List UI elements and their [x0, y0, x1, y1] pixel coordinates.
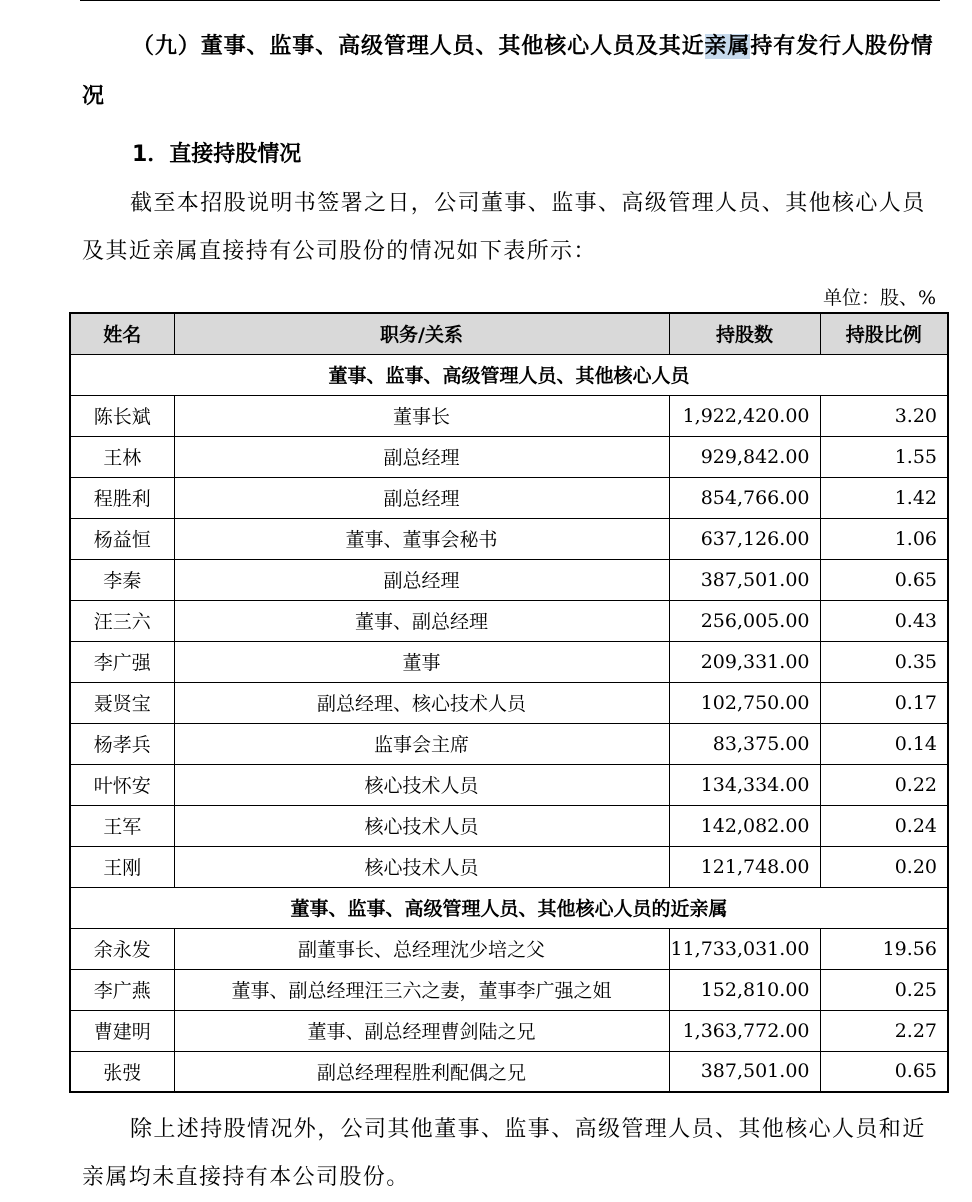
- table-row: [70, 436, 948, 477]
- cell-role: 董事、副总经理曹剑陆之兄: [174, 1010, 669, 1051]
- cell-ratio: 0.14: [820, 723, 948, 764]
- unit-label: 单位：股、%: [822, 287, 936, 309]
- cell-ratio: 1.55: [820, 436, 948, 477]
- cell-name: 王林: [70, 436, 174, 477]
- table-row: [70, 805, 948, 846]
- cell-ratio: 3.20: [820, 395, 948, 436]
- section-row: [70, 887, 948, 928]
- cell-name: 王刚: [70, 846, 174, 887]
- cell-shares: 637,126.00: [669, 518, 820, 559]
- cell-role: 监事会主席: [174, 723, 669, 764]
- cell-shares: 854,766.00: [669, 477, 820, 518]
- cell-role: 董事、董事会秘书: [174, 518, 669, 559]
- cell-ratio: 0.65: [820, 1051, 948, 1092]
- cell-role: 董事、副总经理汪三六之妻，董事李广强之姐: [174, 969, 669, 1010]
- cell-name: 李秦: [70, 559, 174, 600]
- table-row: [70, 846, 948, 887]
- table-row: [70, 477, 948, 518]
- header-ratio: 持股比例: [820, 313, 948, 354]
- cell-role: 副总经理程胜利配偶之兄: [174, 1051, 669, 1092]
- shareholding-table: [69, 312, 949, 1093]
- cell-name: 程胜利: [70, 477, 174, 518]
- cell-ratio: 0.43: [820, 600, 948, 641]
- cell-role: 副董事长、总经理沈少培之父: [174, 928, 669, 969]
- cell-role: 副总经理: [174, 559, 669, 600]
- cell-shares: 11,733,031.00: [669, 928, 820, 969]
- cell-name: 李广强: [70, 641, 174, 682]
- table-row: [70, 641, 948, 682]
- cell-role: 副总经理、核心技术人员: [174, 682, 669, 723]
- table-row: [70, 1010, 948, 1051]
- table-row: [70, 969, 948, 1010]
- cell-role: 副总经理: [174, 436, 669, 477]
- header-role: 职务/关系: [174, 313, 669, 354]
- cell-role: 董事: [174, 641, 669, 682]
- table-row: [70, 682, 948, 723]
- cell-shares: 209,331.00: [669, 641, 820, 682]
- header-shares: 持股数: [669, 313, 820, 354]
- cell-shares: 387,501.00: [669, 559, 820, 600]
- cell-shares: 102,750.00: [669, 682, 820, 723]
- heading-text-end: 持有发行人股份情况: [82, 34, 934, 109]
- cell-ratio: 19.56: [820, 928, 948, 969]
- table-row: [70, 600, 948, 641]
- cell-name: 张弢: [70, 1051, 174, 1092]
- table-row: [70, 1051, 948, 1092]
- section-title: 董事、监事、高级管理人员、其他核心人员: [70, 354, 948, 395]
- subsection-heading: 1．直接持股情况: [132, 142, 302, 167]
- cell-name: 陈长斌: [70, 395, 174, 436]
- cell-ratio: 0.24: [820, 805, 948, 846]
- top-rule: [80, 0, 940, 1]
- table-row: [70, 559, 948, 600]
- cell-name: 余永发: [70, 928, 174, 969]
- cell-name: 曹建明: [70, 1010, 174, 1051]
- cell-shares: 387,501.00: [669, 1051, 820, 1092]
- table-row: [70, 518, 948, 559]
- header-name: 姓名: [70, 313, 174, 354]
- cell-shares: 1,922,420.00: [669, 395, 820, 436]
- cell-ratio: 1.06: [820, 518, 948, 559]
- cell-role: 董事、副总经理: [174, 600, 669, 641]
- cell-ratio: 0.20: [820, 846, 948, 887]
- table-row: [70, 928, 948, 969]
- table-row: [70, 764, 948, 805]
- cell-name: 杨益恒: [70, 518, 174, 559]
- cell-shares: 256,005.00: [669, 600, 820, 641]
- cell-ratio: 2.27: [820, 1010, 948, 1051]
- table-row: [70, 395, 948, 436]
- cell-name: 王军: [70, 805, 174, 846]
- cell-name: 李广燕: [70, 969, 174, 1010]
- cell-ratio: 0.22: [820, 764, 948, 805]
- section-title: 董事、监事、高级管理人员、其他核心人员的近亲属: [70, 887, 948, 928]
- cell-name: 叶怀安: [70, 764, 174, 805]
- cell-role: 核心技术人员: [174, 805, 669, 846]
- cell-shares: 83,375.00: [669, 723, 820, 764]
- cell-name: 杨孝兵: [70, 723, 174, 764]
- closing-paragraph: 除上述持股情况外，公司其他董事、监事、高级管理人员、其他核心人员和近亲属均未直接持有本公司股份。: [82, 1117, 926, 1190]
- table-row: [70, 723, 948, 764]
- heading-text-start: （九）董事、监事、高级管理人员、其他核心人员及其近: [132, 34, 705, 59]
- cell-shares: 121,748.00: [669, 846, 820, 887]
- cell-shares: 929,842.00: [669, 436, 820, 477]
- cell-shares: 1,363,772.00: [669, 1010, 820, 1051]
- cell-ratio: 0.65: [820, 559, 948, 600]
- cell-shares: 152,810.00: [669, 969, 820, 1010]
- cell-ratio: 0.25: [820, 969, 948, 1010]
- cell-role: 副总经理: [174, 477, 669, 518]
- cell-ratio: 1.42: [820, 477, 948, 518]
- cell-role: 董事长: [174, 395, 669, 436]
- heading-highlighted-text: 亲属: [704, 34, 751, 59]
- cell-name: 汪三六: [70, 600, 174, 641]
- table-header-row: [70, 313, 948, 354]
- section-heading: [82, 22, 942, 122]
- cell-ratio: 0.17: [820, 682, 948, 723]
- cell-ratio: 0.35: [820, 641, 948, 682]
- cell-name: 聂贤宝: [70, 682, 174, 723]
- cell-role: 核心技术人员: [174, 846, 669, 887]
- cell-shares: 142,082.00: [669, 805, 820, 846]
- cell-role: 核心技术人员: [174, 764, 669, 805]
- cell-shares: 134,334.00: [669, 764, 820, 805]
- section-row: [70, 354, 948, 395]
- intro-paragraph: 截至本招股说明书签署之日，公司董事、监事、高级管理人员、其他核心人员及其近亲属直接持有公司股份的情况如下表所示：: [82, 191, 926, 264]
